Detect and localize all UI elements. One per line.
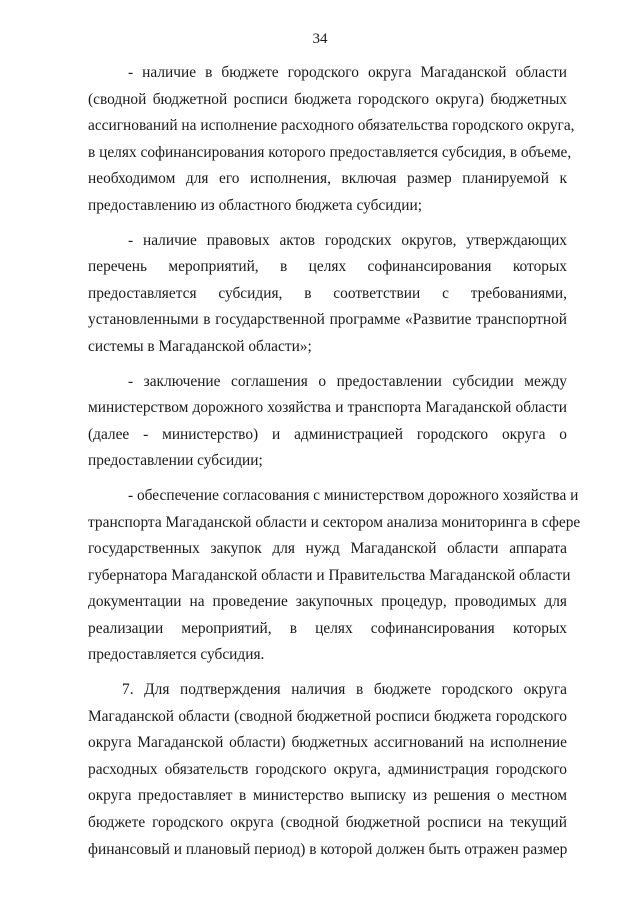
paragraph-budget-availability [88,60,575,220]
text-line: предоставляется субсидия, в соответствии с требованиями, [88,284,567,302]
text-line: ассигнований на исполнение расходного обязательства городского округа, [88,117,575,135]
text-line: транспорта Магаданской области и сектором анализа мониторинга в сфере [88,513,581,531]
text-line: - заключение соглашения о предоставлении субсидии между [128,372,567,390]
text-line: 7. Для подтверждения наличия в бюджете городского округа [122,681,567,699]
text-line: губернатора Магаданской области и Правительства Магаданской области [88,566,571,584]
text-line: государственных закупок для нужд Магаданской области аппарата [88,540,567,558]
paragraph-agreement [88,369,567,475]
text-line: - наличие в бюджете городского округа Магаданской области [128,64,567,81]
page-number: 34 [312,31,328,47]
paragraph-procurement-coordination [88,483,581,669]
text-line: - обеспечение согласования с министерством дорожного хозяйства и [128,486,579,504]
text-line: необходимом для его исполнения, включая размер планируемой к [88,170,567,188]
text-line: министерством дорожного хозяйства и транспорта Магаданской области [88,399,567,417]
text-line: предоставлению из областного бюджета субсидии; [88,196,423,214]
text-line: Магаданской области (сводной бюджетной росписи бюджета городского [88,707,567,725]
text-line: в целях софинансирования которого предоставляется субсидия, в объеме, [88,143,572,161]
text-line: - наличие правовых актов городских округов, утверждающих [128,231,567,249]
text-line: перечень мероприятий, в целях софинансирования которых [88,258,567,276]
text-line: (сводной бюджетной росписи бюджета городского округа) бюджетных [88,90,567,108]
text-line: расходных обязательств городского округа, администрация городского [88,760,567,778]
text-line: бюджете городского округа (сводной бюджетной росписи на текущий [88,814,567,832]
document-body [88,60,581,863]
text-line: предоставлении субсидии; [88,452,263,470]
text-line: (далее - министерство) и администрацией городского округа о [88,425,567,443]
text-line: округа предоставляет в министерство выписку из решения о местном [88,787,567,805]
text-line: реализации мероприятий, в целях софинансирования которых [88,619,567,637]
text-line: установленными в государственной программе «Развитие транспортной [88,311,567,329]
text-line: финансовый и плановый период) в которой должен быть отражен размер [88,840,568,858]
text-line: документации на проведение закупочных процедур, проводимых для [88,593,567,611]
text-line: округа Магаданской области) бюджетных ассигнований на исполнение [88,734,567,752]
text-line: предоставляется субсидия. [88,646,265,664]
text-line: системы в Магаданской области»; [88,337,312,355]
paragraph-legal-acts [88,228,567,361]
paragraph-item-7 [88,677,567,863]
